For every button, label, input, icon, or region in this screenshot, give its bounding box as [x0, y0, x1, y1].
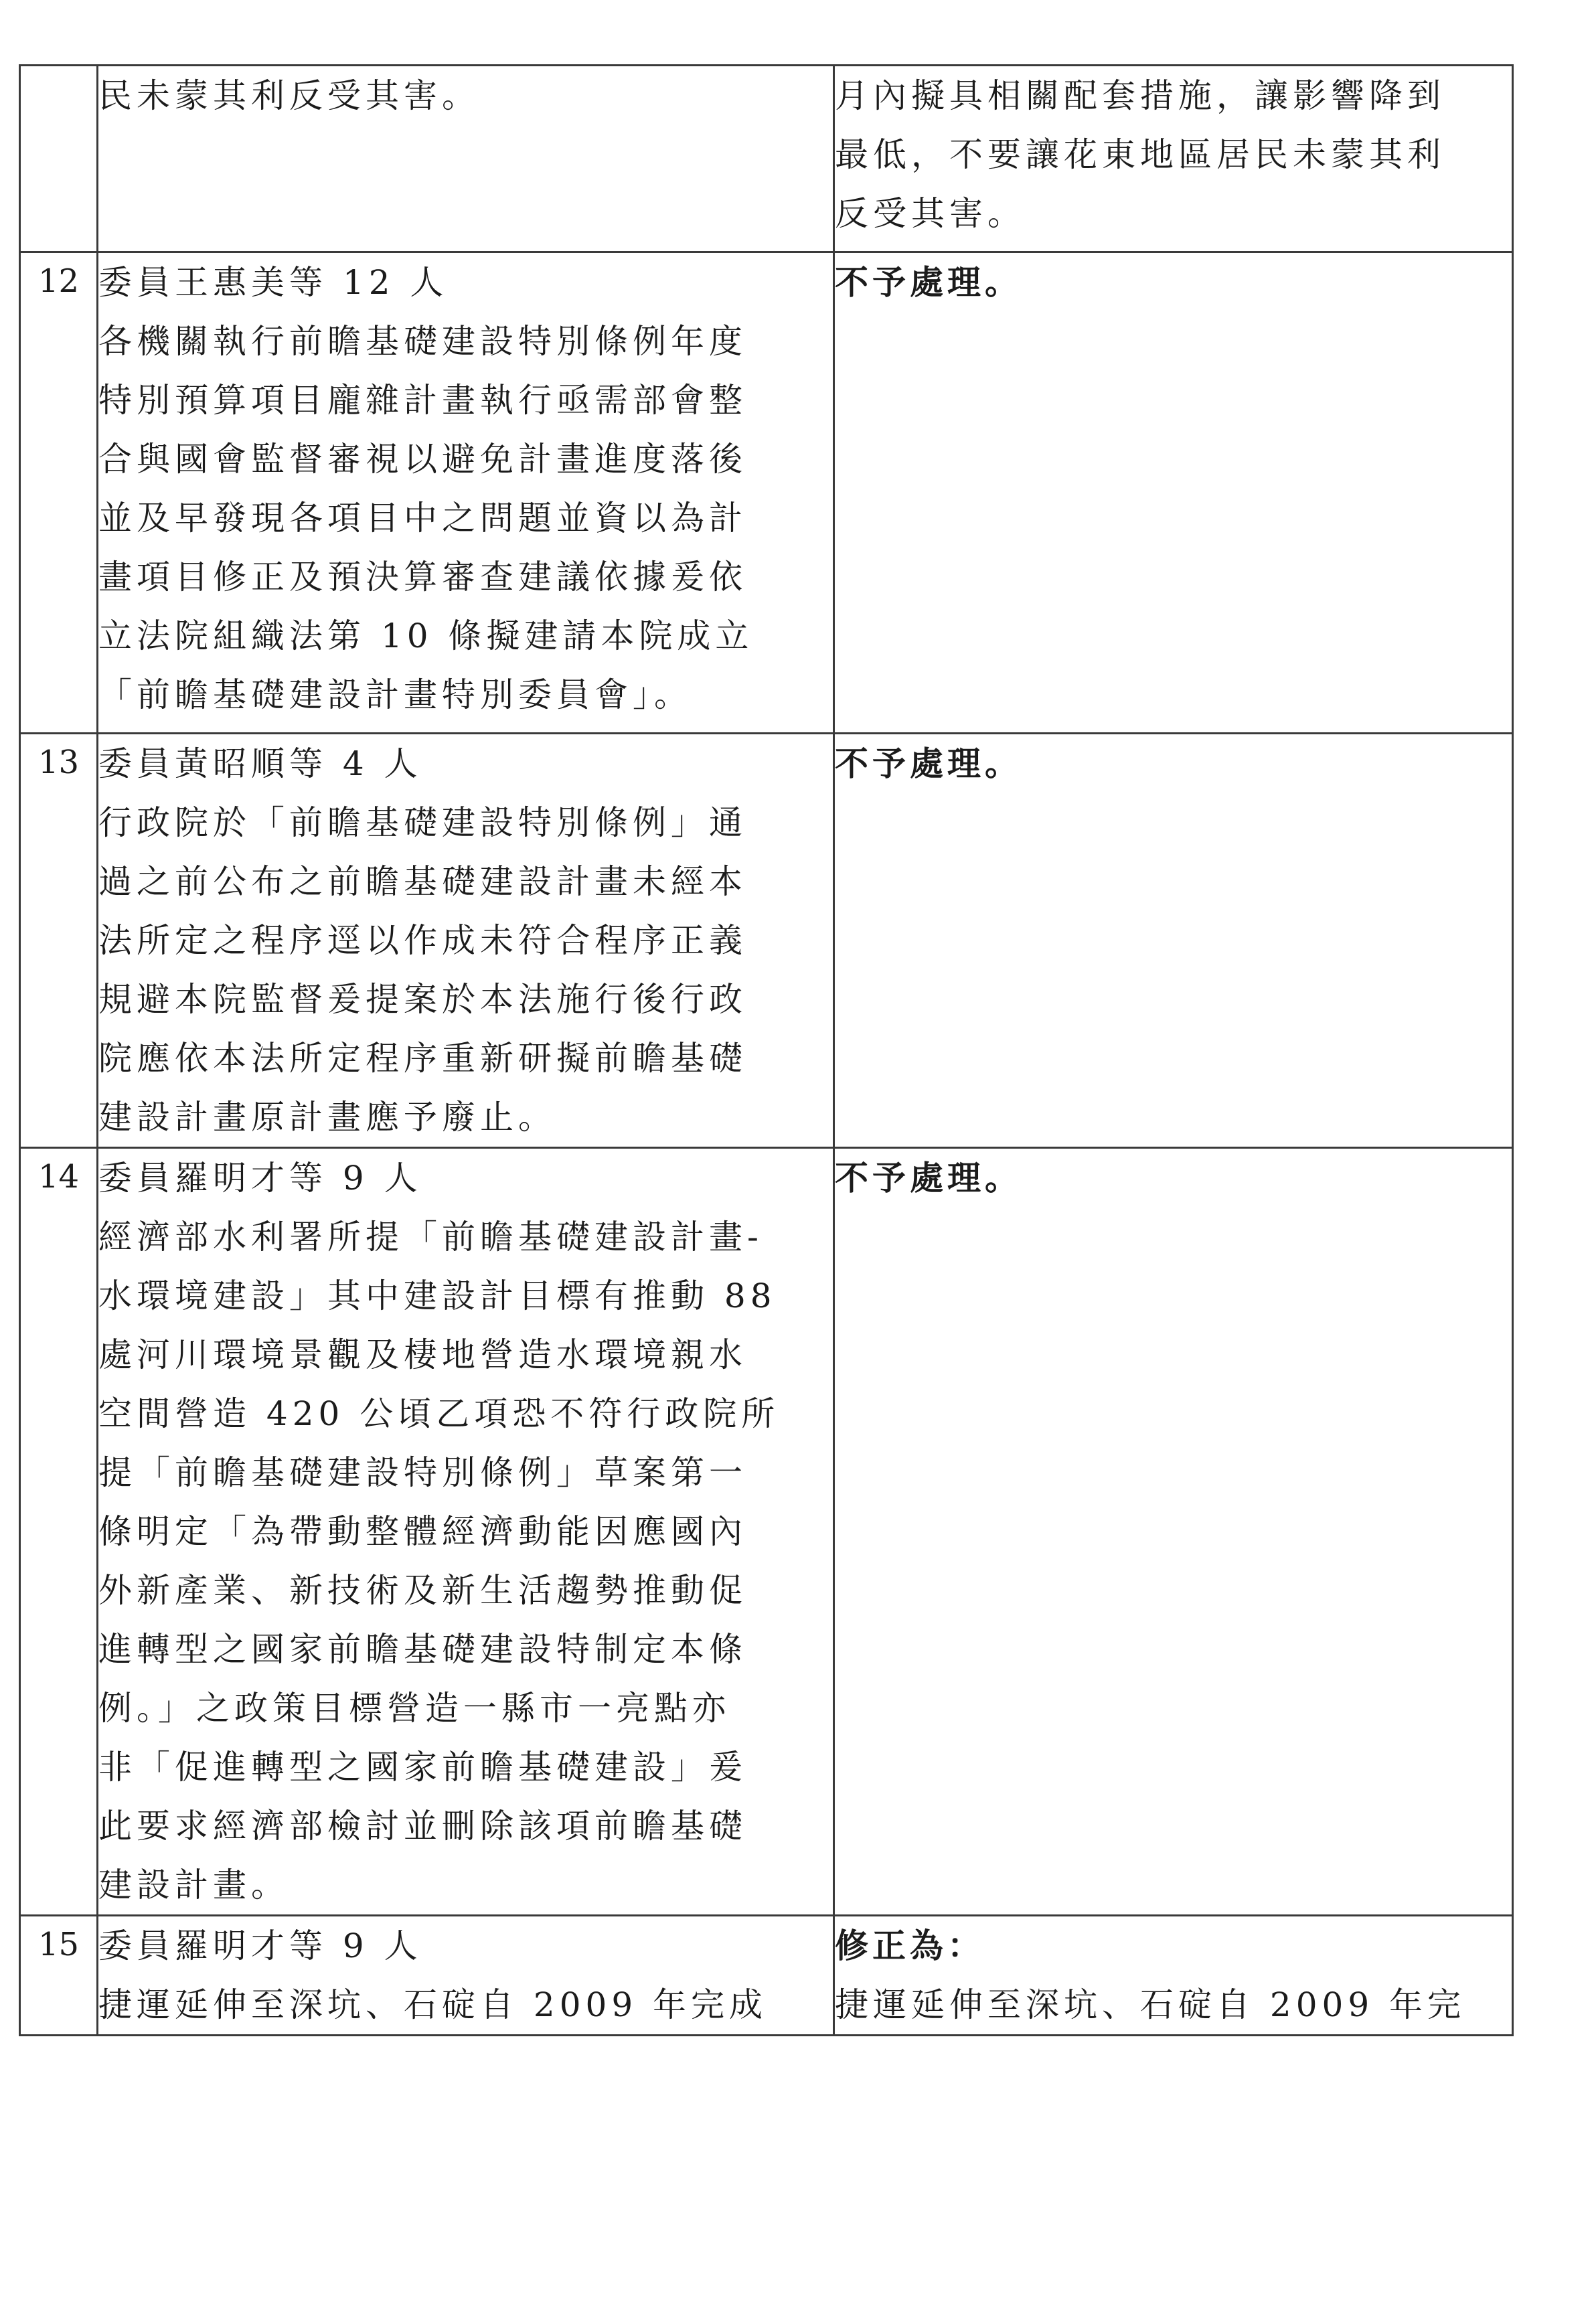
- resolution-line: 反受其害。: [835, 194, 1026, 233]
- resolution-cell: [834, 1148, 1513, 1916]
- row-number: 13: [20, 734, 98, 1148]
- proposal-sponsor: 委員羅明才等 9 人: [98, 1159, 422, 1198]
- resolution-heading: 不予處理。: [835, 262, 1022, 302]
- row-number: 15: [20, 1916, 98, 2036]
- row-number: 14: [20, 1148, 98, 1916]
- proposal-sponsor: 委員黃昭順等 4 人: [98, 744, 422, 783]
- proposal-line: 非「促進轉型之國家前瞻基礎建設」爰: [98, 1748, 747, 1787]
- proposal-sponsor: 委員羅明才等 9 人: [98, 1926, 422, 1965]
- table-row: [20, 252, 1513, 734]
- proposal-line: 處河川環境景觀及棲地營造水環境親水: [98, 1335, 747, 1374]
- proposal-line: 「前瞻基礎建設計畫特別委員會」。: [98, 675, 692, 714]
- proposal-line: 條明定「為帶動整體經濟動能因應國內: [98, 1512, 747, 1551]
- resolution-cell: [834, 66, 1513, 252]
- proposal-line: 畫項目修正及預決算審查建議依據爰依: [98, 558, 747, 596]
- proposal-line: 例。」之政策目標營造一縣市一亮點亦: [98, 1689, 730, 1728]
- row-number: 12: [20, 252, 98, 734]
- proposal-line: 並及早發現各項目中之問題並資以為計: [98, 499, 747, 538]
- table-row: [20, 1148, 1513, 1916]
- proposal-cell: [98, 1148, 834, 1916]
- resolution-line: 月內擬具相關配套措施，讓影響降到: [835, 76, 1445, 115]
- proposal-line: 各機關執行前瞻基礎建設特別條例年度: [98, 322, 747, 361]
- table-row: [20, 66, 1513, 252]
- proposal-line: 過之前公布之前瞻基礎建設計畫未經本: [98, 862, 747, 901]
- table-row: [20, 1916, 1513, 2036]
- resolution-cell: [834, 1916, 1513, 2036]
- proposal-line: 提「前瞻基礎建設特別條例」草案第一: [98, 1453, 747, 1492]
- resolution-heading: 不予處理。: [835, 1158, 1022, 1198]
- proposal-line: 捷運延伸至深坑、石碇自 2009 年完成: [98, 1985, 768, 2024]
- proposal-cell: [98, 66, 834, 252]
- resolution-table: [19, 64, 1514, 2036]
- proposal-line: 規避本院監督爰提案於本法施行後行政: [98, 980, 747, 1019]
- proposal-line: 空間營造 420 公頃乙項恐不符行政院所: [98, 1394, 780, 1433]
- proposal-cell: [98, 734, 834, 1148]
- proposal-sponsor: 委員王惠美等 12 人: [98, 263, 449, 302]
- resolution-cell: [834, 734, 1513, 1148]
- proposal-line: 進轉型之國家前瞻基礎建設特制定本條: [98, 1630, 747, 1669]
- resolution-line: 最低，不要讓花東地區居民未蒙其利: [835, 135, 1445, 174]
- resolution-cell: [834, 252, 1513, 734]
- row-number: [20, 66, 98, 252]
- proposal-line: 立法院組織法第 10 條擬建請本院成立: [98, 617, 754, 655]
- proposal-line: 此要求經濟部檢討並刪除該項前瞻基礎: [98, 1807, 747, 1845]
- resolution-heading: 修正為：: [835, 1926, 985, 1965]
- proposal-cell: [98, 252, 834, 734]
- proposal-line: 合與國會監督審視以避免計畫進度落後: [98, 440, 747, 479]
- proposal-line: 外新產業、新技術及新生活趨勢推動促: [98, 1571, 747, 1610]
- proposal-line: 院應依本法所定程序重新研擬前瞻基礎: [98, 1039, 747, 1078]
- proposal-line: 建設計畫原計畫應予廢止。: [98, 1098, 556, 1137]
- resolution-line: 捷運延伸至深坑、石碇自 2009 年完: [835, 1985, 1466, 2024]
- proposal-line: 特別預算項目龐雜計畫執行亟需部會整: [98, 381, 747, 420]
- resolution-heading: 不予處理。: [835, 744, 1022, 783]
- proposal-cell: [98, 1916, 834, 2036]
- table-row: [20, 734, 1513, 1148]
- proposal-line: 法所定之程序逕以作成未符合程序正義: [98, 921, 747, 960]
- proposal-line: 行政院於「前瞻基礎建設特別條例」通: [98, 803, 747, 842]
- proposal-line: 經濟部水利署所提「前瞻基礎建設計畫-: [98, 1218, 763, 1256]
- proposal-line: 建設計畫。: [98, 1866, 289, 1904]
- proposal-line: 民未蒙其利反受其害。: [98, 76, 480, 115]
- proposal-line: 水環境建設」其中建設計目標有推動 88: [98, 1277, 777, 1315]
